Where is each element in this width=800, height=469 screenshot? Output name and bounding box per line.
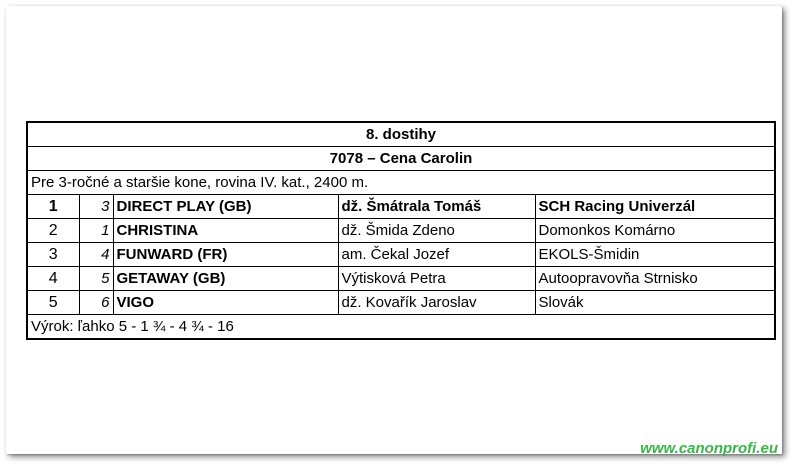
jockey-cell: am. Čekal Jozef xyxy=(338,243,535,267)
jockey-cell: Výtisková Petra xyxy=(338,267,535,291)
number-cell: 1 xyxy=(79,219,113,243)
owner-cell: EKOLS-Šmidin xyxy=(535,243,775,267)
table-row xyxy=(27,195,775,219)
horse-cell: VIGO xyxy=(113,291,338,315)
jockey-cell: dž. Šmida Zdeno xyxy=(338,219,535,243)
document-page xyxy=(6,6,782,454)
race-results-table xyxy=(26,121,776,340)
number-cell: 5 xyxy=(79,267,113,291)
race-title: 8. dostihy xyxy=(27,122,775,147)
place-cell: 4 xyxy=(27,267,79,291)
race-conditions: Pre 3-ročné a staršie kone, rovina IV. kat., 2400 m. xyxy=(27,171,775,195)
place-cell: 1 xyxy=(27,195,79,219)
place-cell: 3 xyxy=(27,243,79,267)
table-row xyxy=(27,243,775,267)
owner-cell: Domonkos Komárno xyxy=(535,219,775,243)
jockey-cell: dž. Kovařík Jaroslav xyxy=(338,291,535,315)
number-cell: 3 xyxy=(79,195,113,219)
race-verdict: Výrok: ľahko 5 - 1 ¾ - 4 ¾ - 16 xyxy=(27,315,775,340)
table-row xyxy=(27,291,775,315)
table-row xyxy=(27,219,775,243)
horse-cell: FUNWARD (FR) xyxy=(113,243,338,267)
place-cell: 2 xyxy=(27,219,79,243)
owner-cell: Autoopravovňa Strnisko xyxy=(535,267,775,291)
table-row xyxy=(27,267,775,291)
watermark: www.canonprofi.eu xyxy=(640,440,778,457)
owner-cell: SCH Racing Univerzál xyxy=(535,195,775,219)
number-cell: 4 xyxy=(79,243,113,267)
horse-cell: CHRISTINA xyxy=(113,219,338,243)
owner-cell: Slovák xyxy=(535,291,775,315)
place-cell: 5 xyxy=(27,291,79,315)
horse-cell: GETAWAY (GB) xyxy=(113,267,338,291)
number-cell: 6 xyxy=(79,291,113,315)
jockey-cell: dž. Šmátrala Tomáš xyxy=(338,195,535,219)
horse-cell: DIRECT PLAY (GB) xyxy=(113,195,338,219)
race-name: 7078 – Cena Carolin xyxy=(27,147,775,171)
